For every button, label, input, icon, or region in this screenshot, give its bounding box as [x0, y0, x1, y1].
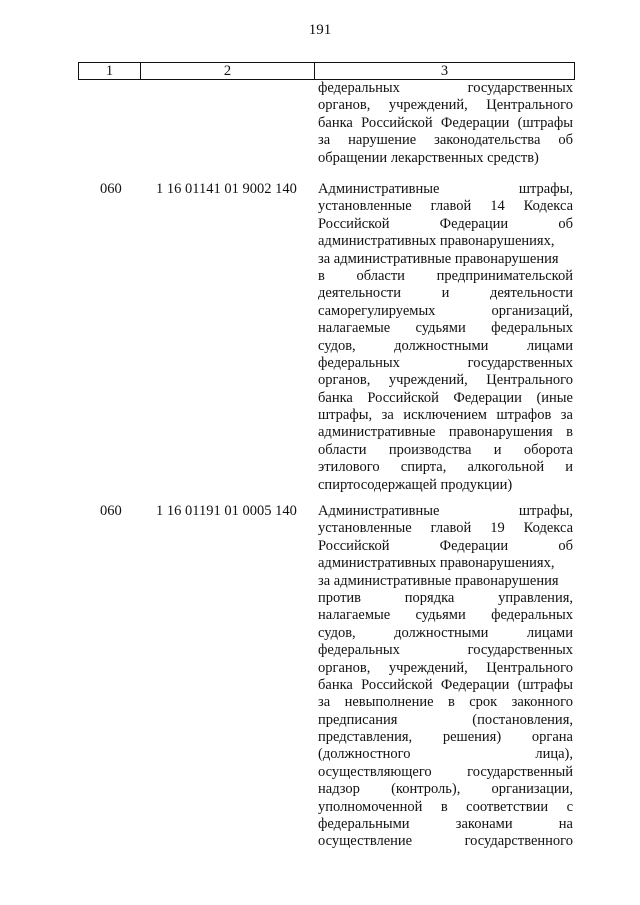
- word: исключением: [403, 407, 487, 424]
- description-line: [318, 816, 573, 833]
- word: Федерации: [440, 114, 510, 131]
- description-line: [318, 590, 573, 607]
- row-description: [318, 503, 573, 851]
- word: Федерации: [439, 215, 509, 232]
- word: деятельности: [318, 285, 402, 302]
- description-line: [318, 799, 573, 816]
- word: лицами: [526, 337, 573, 354]
- word: Кодекса: [523, 198, 573, 215]
- word: (контроль),: [391, 781, 461, 798]
- description-line: [318, 181, 573, 198]
- word: (штрафы: [517, 114, 573, 131]
- word: Федерации: [453, 389, 522, 406]
- word: лица),: [535, 746, 573, 763]
- word: порядка: [404, 589, 455, 606]
- description-line: [318, 694, 573, 711]
- word: Российской: [318, 215, 390, 232]
- word: учреждений,: [388, 97, 468, 114]
- word: главой: [430, 198, 472, 215]
- description-line: [318, 477, 573, 494]
- description-line: [318, 338, 573, 355]
- word: (штрафы: [517, 676, 573, 693]
- word: учреждений,: [388, 372, 468, 389]
- word: против: [318, 589, 362, 606]
- description-line: [318, 251, 573, 268]
- column-1-header: 1: [79, 63, 141, 80]
- description-line: [318, 424, 573, 441]
- word: установленные: [318, 198, 412, 215]
- page-number: 191: [308, 22, 332, 38]
- word: законного: [511, 694, 573, 711]
- word: за: [381, 407, 394, 424]
- word: 19: [490, 520, 505, 537]
- word: законодательства: [434, 132, 541, 149]
- description-line: [318, 442, 573, 459]
- word: Центрального: [486, 372, 573, 389]
- word: организаций,: [491, 302, 573, 319]
- word: производства: [388, 441, 472, 458]
- description-line: [318, 538, 573, 555]
- description-line: [318, 746, 573, 763]
- word: соответствии: [466, 798, 549, 815]
- word: в: [566, 424, 573, 441]
- word: и: [493, 441, 502, 458]
- description-line: [318, 97, 573, 114]
- continuation-description: [318, 80, 573, 167]
- word: об: [558, 132, 573, 149]
- word: законами: [455, 816, 513, 833]
- description-line: [318, 503, 573, 520]
- word: представления,: [318, 729, 413, 746]
- word: надзор: [318, 781, 360, 798]
- word: Административные: [318, 503, 440, 519]
- word: государственного: [464, 833, 573, 850]
- word: федеральных: [491, 607, 573, 624]
- description-line: [318, 80, 573, 97]
- description-line: [318, 459, 573, 476]
- description-line: [318, 233, 573, 250]
- admin-code: 060: [100, 181, 122, 197]
- word: федеральных: [318, 80, 400, 96]
- description-line: [318, 712, 573, 729]
- word: спиртосодержащей продукции): [318, 476, 513, 493]
- word: этилового: [318, 459, 380, 476]
- description-line: [318, 216, 573, 233]
- word: должностными: [394, 337, 489, 354]
- word: органов,: [318, 97, 371, 114]
- word: (постановления,: [472, 711, 573, 728]
- word: Центрального: [486, 97, 573, 114]
- word: управления,: [498, 589, 573, 606]
- word: должностными: [394, 624, 489, 641]
- column-2-header: 2: [141, 63, 315, 80]
- word: банка: [318, 389, 353, 406]
- description-line: [318, 555, 573, 572]
- word: установленные: [318, 520, 412, 537]
- word: на: [558, 816, 573, 833]
- description-line: [318, 729, 573, 746]
- word: за: [318, 132, 331, 149]
- word: решения): [442, 729, 502, 746]
- description-line: [318, 132, 573, 149]
- word: невыполнение: [344, 694, 434, 711]
- word: Федерации: [439, 537, 509, 554]
- word: оборота: [523, 441, 573, 458]
- word: административных правонарушениях,: [318, 233, 555, 250]
- word: Административные: [318, 181, 440, 197]
- description-line: [318, 764, 573, 781]
- description-line: [318, 573, 573, 590]
- word: в: [447, 694, 455, 711]
- word: осуществление: [318, 833, 413, 850]
- table-header-row: [79, 63, 575, 80]
- word: лицами: [526, 624, 573, 641]
- word: за административные правонарушения: [318, 572, 559, 589]
- description-line: [318, 520, 573, 537]
- description-line: [318, 781, 573, 798]
- kbk-code: 1 16 01191 01 0005 140: [156, 503, 297, 519]
- word: Российской: [367, 389, 439, 406]
- word: административных правонарушениях,: [318, 555, 555, 572]
- word: Федерации: [440, 676, 510, 693]
- description-line: [318, 198, 573, 215]
- description-line: [318, 607, 573, 624]
- word: штрафы,: [518, 503, 573, 519]
- description-line: [318, 150, 573, 167]
- word: деятельности: [489, 285, 573, 302]
- description-line: [318, 407, 573, 424]
- word: об: [558, 537, 573, 554]
- word: органов,: [318, 659, 371, 676]
- word: государственных: [467, 642, 573, 659]
- word: и: [565, 459, 573, 476]
- word: штрафов: [496, 407, 552, 424]
- kbk-code: 1 16 01141 01 9002 140: [156, 181, 297, 197]
- word: в: [440, 798, 448, 815]
- word: банка: [318, 114, 353, 131]
- word: срок: [469, 694, 498, 711]
- word: Российской: [361, 676, 433, 693]
- word: алкогольной: [467, 459, 545, 476]
- word: налагаемые: [318, 320, 391, 337]
- word: предписания: [318, 711, 398, 728]
- description-line: [318, 660, 573, 677]
- description-line: [318, 390, 573, 407]
- description-line: [318, 355, 573, 372]
- row-description: [318, 181, 573, 494]
- word: (должностного: [318, 746, 411, 763]
- word: банка: [318, 676, 353, 693]
- description-line: [318, 625, 573, 642]
- word: федеральных: [318, 642, 400, 659]
- description-line: [318, 320, 573, 337]
- description-line: [318, 115, 573, 132]
- description-line: [318, 303, 573, 320]
- word: области: [356, 267, 405, 284]
- word: административные: [318, 424, 436, 441]
- word: и: [441, 285, 450, 302]
- description-line: [318, 268, 573, 285]
- word: федеральных: [318, 354, 400, 371]
- word: осуществляющего: [318, 763, 432, 780]
- word: государственных: [467, 354, 573, 371]
- table-header: [78, 62, 575, 80]
- word: спирта,: [400, 459, 447, 476]
- word: правонарушения: [448, 424, 553, 441]
- word: с: [566, 798, 573, 815]
- word: судов,: [318, 337, 356, 354]
- word: судов,: [318, 624, 356, 641]
- word: органа: [531, 729, 573, 746]
- word: (иные: [536, 389, 573, 406]
- word: за административные правонарушения: [318, 250, 559, 267]
- word: учреждений,: [388, 659, 468, 676]
- word: судьями: [415, 607, 466, 624]
- column-3-header: 3: [315, 63, 575, 80]
- description-line: [318, 372, 573, 389]
- word: штрафы,: [318, 407, 373, 424]
- word: нарушение: [348, 132, 417, 149]
- description-line: [318, 285, 573, 302]
- description-line: [318, 677, 573, 694]
- word: саморегулируемых: [318, 302, 436, 319]
- word: уполномоченной: [318, 798, 423, 815]
- word: области: [318, 441, 367, 458]
- word: федеральными: [318, 816, 410, 833]
- word: Центрального: [486, 659, 573, 676]
- word: за: [318, 694, 331, 711]
- word: об: [558, 215, 573, 232]
- word: 14: [490, 198, 505, 215]
- word: за: [560, 407, 573, 424]
- word: государственный: [467, 763, 573, 780]
- word: обращении лекарственных средств): [318, 149, 539, 166]
- admin-code: 060: [100, 503, 122, 519]
- word: Кодекса: [523, 520, 573, 537]
- description-line: [318, 833, 573, 850]
- word: налагаемые: [318, 607, 391, 624]
- word: органов,: [318, 372, 371, 389]
- description-line: [318, 642, 573, 659]
- word: Российской: [361, 114, 433, 131]
- word: предпринимательской: [436, 267, 573, 284]
- word: главой: [430, 520, 472, 537]
- word: организации,: [491, 781, 573, 798]
- word: Российской: [318, 537, 390, 554]
- word: федеральных: [491, 320, 573, 337]
- word: судьями: [415, 320, 466, 337]
- word: государственных: [467, 80, 573, 96]
- word: штрафы,: [518, 181, 573, 197]
- word: в: [318, 267, 325, 284]
